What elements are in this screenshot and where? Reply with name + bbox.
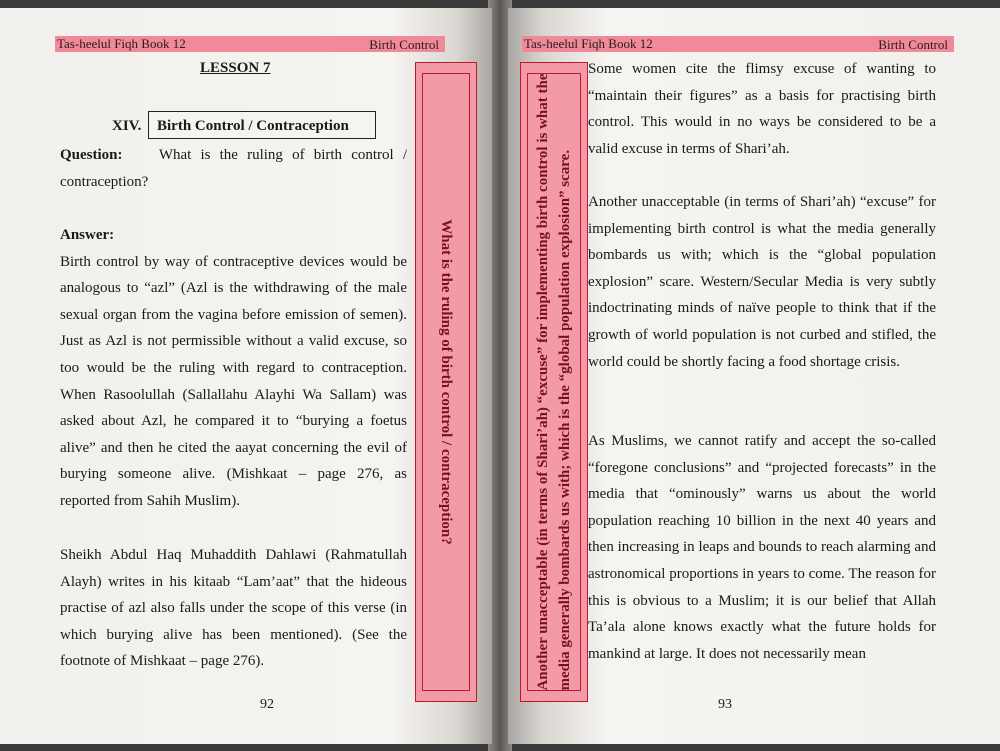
answer-paragraph-2: Sheikh Abdul Haq Muhaddith Dahlawi (Rahmatullah Alayh) writes in his kitaab “Lam’aat” that the hideous practise of azl also falls under the scope of this verse (in which burying alive has been mentioned). (See the footnote of Mishkaat – page 276). <box>60 547 407 670</box>
header-topic: Birth Control <box>878 37 948 52</box>
right-running-header <box>522 36 954 52</box>
answer-paragraph-1: Birth control by way of contraceptive devices would be analogous to “azl” (Azl is the withdrawing of the male sexual organ from the vagina before emission of semen). Just as Azl is not permissible without a valid excuse, so too would be the ruling with regard to contraception. When Rasoolullah (Sallallahu Alayhi Wa Sallam) was asked about Azl, he compared it to “burying a foetus alive” and then he cited the aayat concerning the evil of burying someone alive. (Mishkaat – page 276, as reported from Sahih Muslim). <box>60 253 407 509</box>
question-text: What is the ruling of birth control / contraception? <box>60 147 408 190</box>
sidebar-line-1: Another unacceptable (in terms of Shari’ah) “excuse” for implementing birth control is what the <box>535 73 551 691</box>
lesson-heading: LESSON 7 <box>200 60 271 76</box>
page-number-left: 92 <box>260 697 274 712</box>
header-book-title: Tas-heelul Fiqh Book 12 <box>524 36 653 51</box>
left-page <box>0 8 492 744</box>
left-running-header <box>55 36 445 52</box>
page-number-right: 93 <box>718 697 732 712</box>
question-block <box>60 142 407 195</box>
paragraph-3: As Muslims, we cannot ratify and accept the so-called “foregone conclusions” and “projected forecasts” in the media that “ominously” warns us about the world population reaching 10 billion in the next 40 years and then increasing in leaps and bounds to reach alarming and astronomical proportions in years to come. The reason for this is obvious to a Muslim; it is our belief that Allah Ta’ala alone knows exactly what the future holds for mankind at large. It does not necessarily mean <box>588 433 936 662</box>
answer-block <box>60 222 407 515</box>
sidebar-line-2: media generally bombards us with; which is the “global population explosion” scare. <box>557 149 573 691</box>
paragraph-2: Another unacceptable (in terms of Shari’ah) “excuse” for implementing birth control is what the media generally bombards us with; which is the “global population explosion” scare. Western/Secular Media is very subtly indoctrinating minds of naïve people to think that if the growth of world population is not curbed and stifled, the world could be shortly facing a food shortage crisis. <box>588 194 936 370</box>
section-title-box: Birth Control / Contraception <box>148 111 376 139</box>
paragraph-1: Some women cite the flimsy excuse of wanting to “maintain their figures” as a basis for practising birth control. This would in no ways be considered to be a valid excuse in terms of Shari’ah. <box>588 61 936 157</box>
sidebar-text <box>532 73 576 690</box>
left-pull-quote-sidebar <box>415 62 477 702</box>
section-number: XIV. <box>112 118 142 134</box>
header-book-title: Tas-heelul Fiqh Book 12 <box>57 36 186 51</box>
answer-label: Answer: <box>60 227 115 243</box>
right-page <box>508 8 1000 744</box>
sidebar-text: What is the ruling of birth control / contraception? <box>438 219 454 545</box>
right-pull-quote-sidebar <box>520 62 588 702</box>
question-label: Question: <box>60 147 123 163</box>
header-topic: Birth Control <box>369 37 439 52</box>
